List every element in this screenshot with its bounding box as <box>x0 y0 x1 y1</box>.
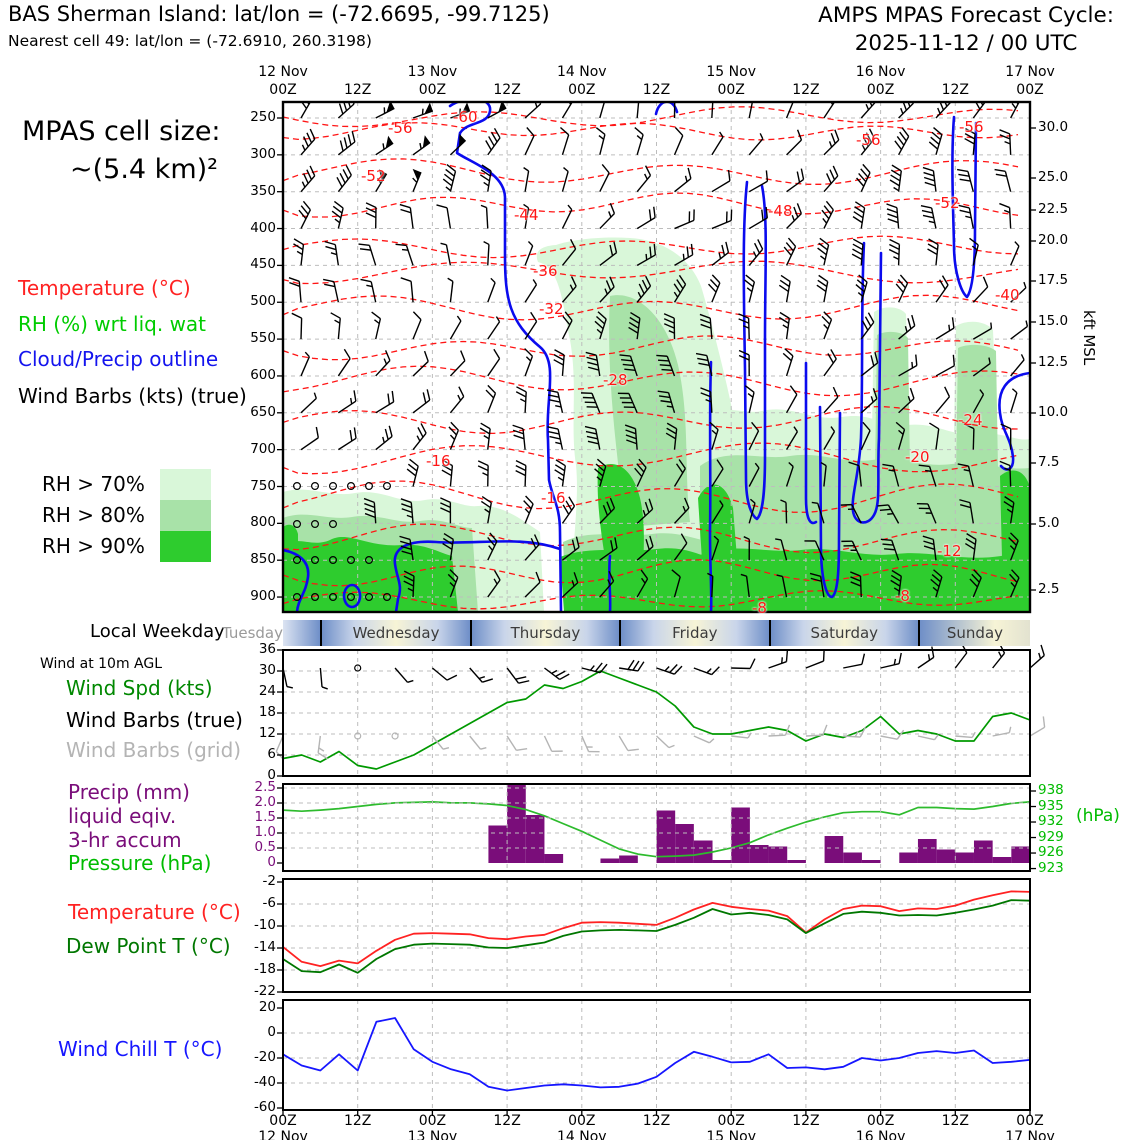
top-date-12 Nov: 12 Nov <box>258 64 308 80</box>
contour-label--12-16: -12 <box>937 542 962 560</box>
wind-barbs-true-label: Wind Barbs (true) <box>66 708 243 732</box>
weekday-tuesday-label: Tuesday <box>221 624 283 642</box>
weekday-label: Sunday <box>946 624 1004 642</box>
weekday-label: Friday <box>672 624 718 642</box>
kft-tick-25.0: 25.0 <box>1038 169 1069 185</box>
weekday-label: Wednesday <box>352 624 440 642</box>
wind-ytick-0: 0 <box>267 767 276 783</box>
legend-rh: RH (%) wrt liq. wat <box>18 312 207 336</box>
top-tick-00z-4: 00Z <box>866 82 895 98</box>
top-date-16 Nov: 16 Nov <box>855 64 906 80</box>
contour-label--16-15: -16 <box>541 489 566 507</box>
pressure-tick-650: 650 <box>250 403 276 420</box>
top-tick-00z-5: 00Z <box>1016 82 1044 98</box>
rh90-label: RH > 90% <box>42 534 145 558</box>
precip-ytick-1.5: 1.5 <box>254 809 276 825</box>
top-tick-00z-2: 00Z <box>568 82 596 98</box>
chill-ytick--20: -20 <box>253 1049 276 1065</box>
temperature-label: Temperature (°C) <box>68 900 241 924</box>
pressure-tick-550: 550 <box>250 330 276 347</box>
cell-size-value: ~(5.4 km)² <box>70 154 218 185</box>
pressure-ytick-938: 938 <box>1038 782 1064 798</box>
contour-label--56-0: -56 <box>388 119 413 137</box>
bottom-date-13 Nov: 13 Nov <box>407 1129 458 1140</box>
precip-ytick-1.0: 1.0 <box>254 824 276 840</box>
contour-label--44-6: -44 <box>514 206 539 224</box>
chill-ytick--40: -40 <box>253 1074 276 1090</box>
contour-label--24-12: -24 <box>958 411 983 429</box>
precip-label-3: 3-hr accum <box>68 828 182 852</box>
precip-ytick-0.5: 0.5 <box>254 839 276 855</box>
bottom-tick-00z-4: 00Z <box>866 1113 895 1129</box>
temp-ytick--14: -14 <box>253 939 276 955</box>
rh70-swatch <box>160 469 211 500</box>
weekday-segment-saturday <box>769 620 918 646</box>
contour-label--8-17: -8 <box>895 587 910 605</box>
weekday-label: Thursday <box>510 624 581 642</box>
bottom-date-14 Nov: 14 Nov <box>557 1129 607 1140</box>
kft-tick-2.5: 2.5 <box>1038 581 1060 597</box>
chill-ytick-20: 20 <box>258 999 276 1015</box>
pressure-ytick-926: 926 <box>1038 844 1064 861</box>
hpa-unit-label: (hPa) <box>1076 806 1120 826</box>
precip-ytick-2.5: 2.5 <box>254 779 276 795</box>
wind-chill-label: Wind Chill T (°C) <box>58 1037 223 1061</box>
wind-ytick-12: 12 <box>258 725 276 741</box>
page-subtitle: Nearest cell 49: lat/lon = (-72.6910, 260.3198) <box>8 32 372 50</box>
precip-ytick-0: 0 <box>267 854 276 870</box>
bottom-tick-12z-3: 12Z <box>792 1113 820 1129</box>
contour-label--20-13: -20 <box>905 448 930 466</box>
precip-label-1: Precip (mm) <box>68 780 190 804</box>
pressure-tick-350: 350 <box>250 182 276 199</box>
weekday-segment-sunday <box>918 620 1030 646</box>
kft-tick-22.5: 22.5 <box>1038 201 1069 217</box>
temp-ytick--18: -18 <box>253 961 276 977</box>
bottom-date-16 Nov: 16 Nov <box>855 1129 906 1140</box>
wind-ytick-6: 6 <box>267 746 276 762</box>
pressure-ytick-923: 923 <box>1038 859 1064 876</box>
wind-speed-label: Wind Spd (kts) <box>66 676 213 700</box>
weekday-segment-thursday <box>470 620 619 646</box>
top-tick-00z-1: 00Z <box>418 82 447 98</box>
kft-tick-12.5: 12.5 <box>1038 354 1069 370</box>
chill-ytick--60: -60 <box>253 1099 276 1115</box>
contour-label--32-10: -32 <box>539 300 564 318</box>
bottom-tick-12z-0: 12Z <box>343 1113 372 1129</box>
rh80-swatch <box>160 500 211 531</box>
bottom-tick-00z-5: 00Z <box>1016 1113 1044 1129</box>
bottom-tick-12z-4: 12Z <box>941 1113 969 1129</box>
legend-cloud-outline: Cloud/Precip outline <box>18 347 219 371</box>
pressure-tick-800: 800 <box>250 514 276 531</box>
contour-label--60-1: -60 <box>453 108 478 126</box>
rh70-label: RH > 70% <box>42 472 145 496</box>
pressure-tick-700: 700 <box>250 440 276 457</box>
top-tick-12z-0: 12Z <box>343 82 372 98</box>
pressure-ytick-935: 935 <box>1038 797 1064 814</box>
bottom-tick-12z-2: 12Z <box>642 1113 671 1129</box>
pressure-ytick-929: 929 <box>1038 828 1064 845</box>
legend-wind-barbs: Wind Barbs (kts) (true) <box>18 384 247 408</box>
kft-tick-20.0: 20.0 <box>1038 232 1069 248</box>
bottom-date-12 Nov: 12 Nov <box>258 1129 308 1140</box>
temp-ytick--2: -2 <box>262 873 276 889</box>
contour-label--16-14: -16 <box>426 452 451 470</box>
kft-tick-10.0: 10.0 <box>1038 404 1069 420</box>
chill-ytick-0: 0 <box>267 1024 276 1040</box>
pressure-tick-600: 600 <box>250 366 276 383</box>
kft-tick-5.0: 5.0 <box>1038 515 1060 531</box>
top-tick-12z-2: 12Z <box>642 82 671 98</box>
temp-ytick--10: -10 <box>253 917 276 933</box>
legend-temperature: Temperature (°C) <box>18 276 191 300</box>
kft-tick-30.0: 30.0 <box>1038 119 1069 135</box>
dew-point-label: Dew Point T (°C) <box>66 934 231 958</box>
pressure-tick-450: 450 <box>250 256 276 273</box>
contour-label--56-2: -56 <box>856 131 881 149</box>
top-date-14 Nov: 14 Nov <box>557 64 607 80</box>
wind-barbs-grid-label: Wind Barbs (grid) <box>66 738 242 762</box>
bottom-date-17 Nov: 17 Nov <box>1005 1129 1055 1140</box>
page-title: BAS Sherman Island: lat/lon = (-72.6695, -99.7125) <box>8 2 550 26</box>
top-date-15 Nov: 15 Nov <box>706 64 756 80</box>
top-tick-00z-0: 00Z <box>269 82 297 98</box>
pressure-ytick-932: 932 <box>1038 813 1064 830</box>
rh90-swatch <box>160 531 211 562</box>
bottom-tick-00z-3: 00Z <box>717 1113 745 1129</box>
contour-label--28-11: -28 <box>603 371 628 389</box>
weekday-band <box>283 620 1030 646</box>
contour-label--36-9: -36 <box>533 262 558 280</box>
wind-ytick-24: 24 <box>258 683 276 699</box>
kft-axis-label: kft MSL <box>1080 310 1098 366</box>
pressure-tick-300: 300 <box>250 145 276 162</box>
wind-ytick-30: 30 <box>258 662 276 678</box>
bottom-tick-12z-1: 12Z <box>493 1113 521 1129</box>
weekday-segment-friday <box>619 620 768 646</box>
bottom-date-15 Nov: 15 Nov <box>706 1129 756 1140</box>
pressure-tick-500: 500 <box>250 293 276 310</box>
top-tick-12z-3: 12Z <box>792 82 820 98</box>
cell-size-label: MPAS cell size: <box>22 116 221 147</box>
temp-ytick--6: -6 <box>262 895 276 911</box>
temp-ytick--22: -22 <box>253 983 276 999</box>
kft-tick-17.5: 17.5 <box>1038 272 1069 288</box>
top-date-13 Nov: 13 Nov <box>407 64 458 80</box>
pressure-tick-250: 250 <box>250 109 276 125</box>
pressure-tick-750: 750 <box>250 477 276 494</box>
contour-label--8-18: -8 <box>752 599 767 617</box>
forecast-cycle-line1: AMPS MPAS Forecast Cycle: <box>818 3 1114 28</box>
weekday-label: Saturday <box>810 624 879 642</box>
top-tick-00z-3: 00Z <box>717 82 745 98</box>
weekday-segment-wednesday <box>320 620 469 646</box>
pressure-tick-900: 900 <box>250 588 276 605</box>
kft-tick-15.0: 15.0 <box>1038 313 1069 329</box>
wind-panel-title: Wind at 10m AGL <box>40 656 163 672</box>
pressure-tick-400: 400 <box>250 219 276 236</box>
contour-label--40-8: -40 <box>995 286 1020 304</box>
bottom-tick-00z-1: 00Z <box>418 1113 447 1129</box>
precip-ytick-2.0: 2.0 <box>254 794 276 810</box>
top-tick-12z-1: 12Z <box>493 82 521 98</box>
top-tick-12z-4: 12Z <box>941 82 969 98</box>
weekday-segment-tuesday <box>283 620 320 646</box>
kft-tick-7.5: 7.5 <box>1038 454 1060 470</box>
local-weekday-label: Local Weekday <box>90 621 225 642</box>
contour-label--52-5: -52 <box>935 194 960 212</box>
forecast-cycle-line2: 2025-11-12 / 00 UTC <box>854 31 1078 56</box>
contour-label--48-7: -48 <box>768 202 793 220</box>
bottom-tick-00z-0: 00Z <box>269 1113 297 1129</box>
forecast-cycle <box>818 2 1114 58</box>
wind-ytick-36: 36 <box>258 641 276 657</box>
precip-label-2: liquid eqiv. <box>68 804 177 828</box>
contour-label--56-3: -56 <box>959 118 984 136</box>
rh80-label: RH > 80% <box>42 503 145 527</box>
pressure-label: Pressure (hPa) <box>68 851 212 875</box>
bottom-tick-00z-2: 00Z <box>568 1113 596 1129</box>
contour-label--52-4: -52 <box>361 167 386 185</box>
pressure-tick-850: 850 <box>250 551 276 568</box>
wind-ytick-18: 18 <box>258 704 276 720</box>
top-date-17 Nov: 17 Nov <box>1005 64 1055 80</box>
